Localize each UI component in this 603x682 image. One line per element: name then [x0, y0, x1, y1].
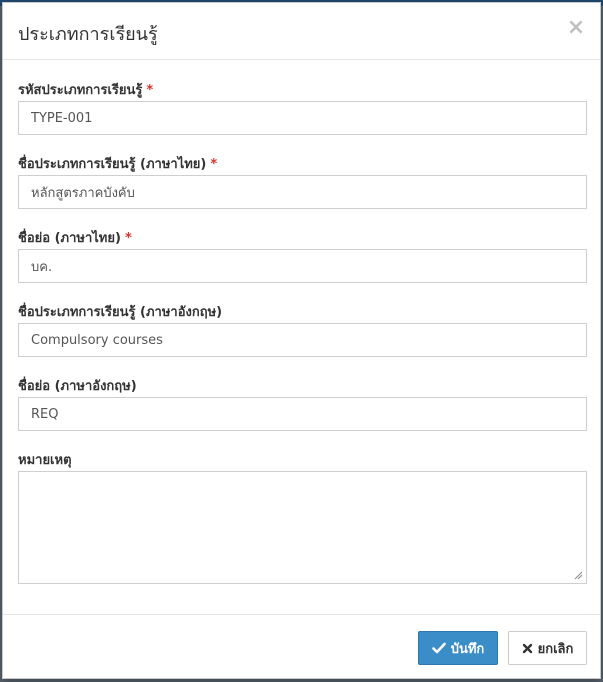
learning-type-name-th-label: [18, 153, 217, 174]
remark-textarea[interactable]: [18, 471, 587, 584]
short-name-th-input[interactable]: [18, 249, 587, 283]
required-marker: *: [146, 83, 154, 98]
learning-type-name-th-label-text: ชื่อประเภทการเรียนรู้ (ภาษาไทย): [18, 157, 207, 172]
resize-grip-icon[interactable]: [574, 571, 583, 580]
save-button[interactable]: [418, 631, 498, 665]
remark-label: [18, 449, 72, 470]
remark-label-text: หมายเหตุ: [18, 453, 72, 468]
required-marker: *: [124, 231, 132, 246]
cancel-button-label: ยกเลิก: [537, 641, 574, 657]
learning-type-modal: [2, 2, 601, 679]
learning-type-code-label-text: รหัสประเภทการเรียนรู้: [18, 83, 143, 98]
learning-type-name-en-label-text: ชื่อประเภทการเรียนรู้ (ภาษาอังกฤษ): [18, 305, 223, 320]
close-icon[interactable]: ×: [566, 15, 586, 40]
modal-footer: [3, 614, 600, 678]
modal-header: [3, 3, 600, 60]
learning-type-code-input[interactable]: [18, 101, 587, 135]
short-name-en-label: [18, 375, 137, 396]
short-name-th-label: [18, 227, 132, 248]
modal-title: ประเภทการเรียนรู้: [18, 24, 158, 45]
learning-type-name-en-input[interactable]: [18, 323, 587, 357]
learning-type-name-en-label: [18, 301, 222, 322]
learning-type-code-label: [18, 79, 153, 100]
x-icon: [522, 643, 533, 654]
short-name-en-label-text: ชื่อย่อ (ภาษาอังกฤษ): [18, 379, 137, 394]
short-name-en-input[interactable]: [18, 397, 587, 431]
cancel-button[interactable]: [508, 631, 587, 665]
save-button-label: บันทึก: [450, 641, 485, 657]
short-name-th-label-text: ชื่อย่อ (ภาษาไทย): [18, 231, 121, 246]
check-icon: [432, 642, 446, 654]
learning-type-name-th-input[interactable]: [18, 175, 587, 209]
required-marker: *: [210, 157, 218, 172]
